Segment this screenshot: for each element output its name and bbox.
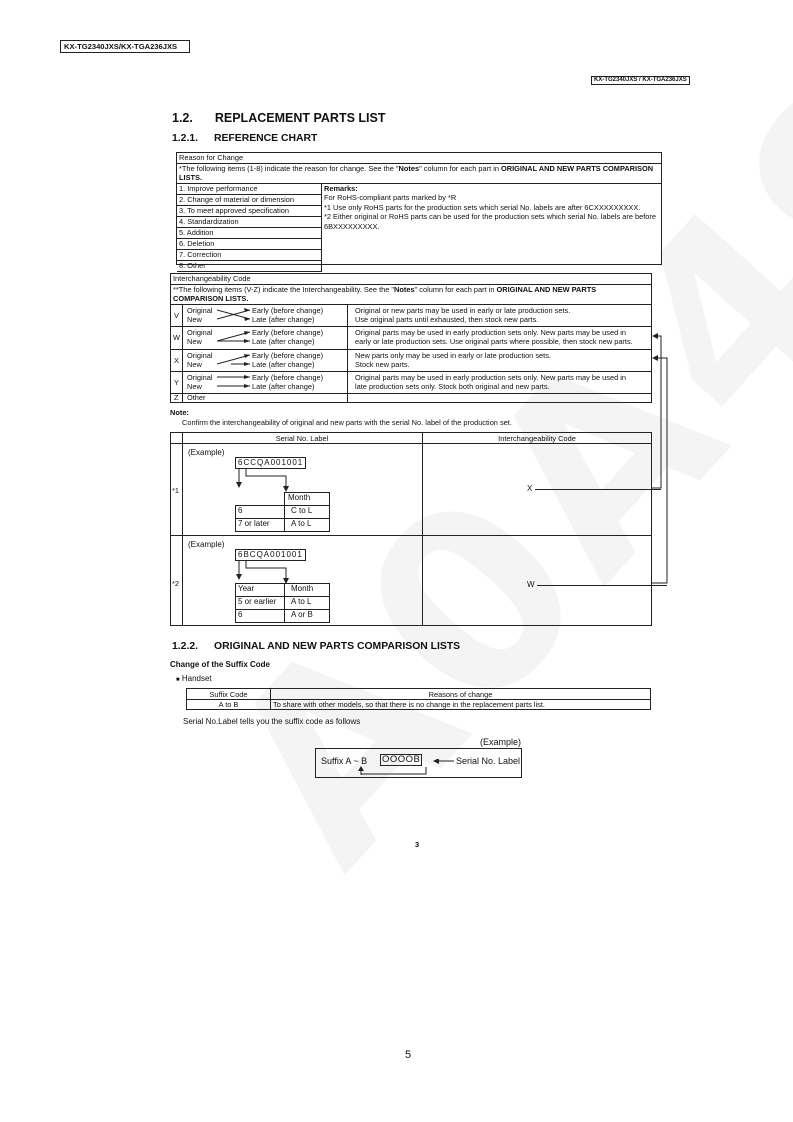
reason-item: 4. Standardization	[177, 216, 322, 227]
mark-1: *1	[172, 486, 179, 495]
suffix-text: Suffix A ~ B	[321, 756, 368, 766]
remarks: Remarks: For RoHS-compliant parts marked by *R *1 Use only RoHS parts for the production sets which serial No. labels are after 6CXXXXXXXXX. *2 Either original or RoHS parts can be used for the production sets which serial No. labels are before 6BXXXXXXXXX.	[324, 184, 656, 231]
code-w: W	[173, 333, 180, 342]
interchange-heading: Interchangeability Code	[173, 274, 251, 283]
new-label: New	[187, 315, 202, 324]
interchangeability-box	[170, 273, 652, 403]
suffix-arrows	[356, 759, 456, 779]
new-label: New	[187, 382, 202, 391]
suffix-example-label: (Example)	[480, 737, 522, 747]
reason-list	[177, 183, 322, 272]
w-arrows-icon	[217, 328, 253, 346]
new-label: New	[187, 337, 202, 346]
ex1-month-table	[235, 492, 330, 532]
year-header: Year	[236, 584, 285, 596]
inner-page-number: 3	[415, 840, 420, 849]
mark-2: *2	[172, 579, 179, 588]
reasons-col-header: Reasons of change	[428, 690, 493, 699]
serial-number: 6CCQA001001	[235, 457, 306, 469]
description: Original parts may be used in early production sets only. New parts may be used in early or late production sets. Use original parts where possible, then stock new parts.	[355, 328, 633, 347]
code-z: Z	[174, 393, 179, 402]
serial-pointer-arrows	[231, 560, 291, 584]
subsection-reference-chart: 1.2.1. REFERENCE CHART	[172, 133, 318, 144]
original-label: Original	[187, 373, 213, 382]
ex2-year-month-table	[235, 583, 330, 623]
serial-label-table	[170, 432, 652, 626]
suffix-col-header: Suffix Code	[209, 690, 248, 699]
y-arrows-icon	[217, 373, 253, 391]
month-cell: C to L	[291, 506, 313, 515]
month-cell: A to L	[291, 597, 312, 606]
late-label: Late (after change)	[252, 337, 315, 346]
year-cell: 7 or later	[236, 519, 285, 531]
code-x: X	[174, 356, 179, 365]
bullet-handset: ■ Handset	[176, 674, 212, 683]
subsection-comparison-lists: 1.2.2. ORIGINAL AND NEW PARTS COMPARISON LISTS	[172, 641, 461, 652]
interchange-intro: **The following items (V-Z) indicate the Interchangeability. See the "Notes" column for each part in ORIGINAL AND NEW PARTS COMPARISON LISTS.	[173, 285, 597, 304]
suffix-heading: Change of the Suffix Code	[170, 660, 270, 669]
early-label: Early (before change)	[252, 328, 324, 337]
code-y: Y	[174, 378, 179, 387]
serial-col-header: Serial No. Label	[275, 434, 329, 443]
example-label: (Example)	[188, 448, 225, 457]
month-header: Month	[288, 493, 311, 502]
suffix-example-box	[315, 748, 522, 778]
early-label: Early (before change)	[252, 351, 324, 360]
ex2-code: W	[527, 580, 535, 589]
example-label: (Example)	[188, 540, 225, 549]
other-label: Other	[187, 393, 206, 402]
reason-item: 6. Deletion	[177, 238, 322, 249]
description: Original or new parts may be used in early or late production sets. Use original parts until exhausted, then stock new parts.	[355, 306, 571, 325]
late-label: Late (after change)	[252, 382, 315, 391]
suffix-value: A to B	[218, 700, 239, 709]
reason-value: To share with other models, so that there is no change in the replacement parts list.	[273, 700, 545, 709]
original-label: Original	[187, 306, 213, 315]
reason-heading: Reason for Change	[179, 153, 244, 162]
reason-item: 5. Addition	[177, 227, 322, 238]
reason-item: 8. Other	[177, 260, 322, 272]
serial-note: Serial No.Label tells you the suffix code as follows	[183, 717, 361, 726]
x-arrows-icon	[217, 351, 253, 369]
year-cell: 6	[236, 610, 285, 622]
code-v: V	[174, 311, 179, 320]
model-header-left: KX-TG2340JXS/KX-TGA236JXS	[60, 40, 190, 53]
reason-item: 3. To meet approved specification	[177, 205, 322, 216]
original-label: Original	[187, 351, 213, 360]
cross-arrows-icon	[217, 306, 253, 324]
suffix-table	[186, 688, 651, 710]
reason-item: 2. Change of material or dimension	[177, 194, 322, 205]
description: New parts only may be used in early or late production sets. Stock new parts.	[355, 351, 551, 370]
interchange-col-header: Interchangeability Code	[498, 434, 576, 443]
serial-label-text: Serial No. Label	[456, 756, 521, 766]
late-label: Late (after change)	[252, 360, 315, 369]
early-label: Early (before change)	[252, 373, 324, 382]
original-label: Original	[187, 328, 213, 337]
note-label: Note:	[170, 408, 189, 417]
ex1-code: X	[527, 484, 533, 493]
reason-item: 1. Improve performance	[177, 183, 322, 194]
serial-number: 6BCQA001001	[235, 549, 306, 561]
late-label: Late (after change)	[252, 315, 315, 324]
note-text: Confirm the interchangeability of original and new parts with the serial No. label of the production set.	[182, 418, 512, 427]
new-label: New	[187, 360, 202, 369]
month-cell: A or B	[291, 610, 313, 619]
section-title: 1.2. REPLACEMENT PARTS LIST	[172, 111, 386, 125]
reason-for-change-box	[176, 152, 662, 270]
month-cell: A to L	[291, 519, 312, 528]
model-header-right: KX-TG2340JXS / KX-TGA236JXS	[591, 76, 690, 85]
early-label: Early (before change)	[252, 306, 324, 315]
reason-item: 7. Correction	[177, 249, 322, 260]
description: Original parts may be used in early production sets only. New parts may be used in late production sets only. Stock both original and new parts.	[355, 373, 626, 392]
suffix-code-box: OOOOB	[382, 754, 421, 765]
year-cell: 6	[236, 506, 285, 518]
year-cell: 5 or earlier	[236, 597, 285, 609]
serial-pointer-arrows	[231, 468, 291, 492]
month-header: Month	[291, 584, 314, 593]
connector-lines	[645, 330, 675, 590]
reason-intro: *The following items (1-8) indicate the reason for change. See the "Notes" column for each part in ORIGINAL AND NEW PARTS COMPARISON LISTS.	[179, 164, 654, 183]
page-number: 5	[405, 1049, 412, 1061]
